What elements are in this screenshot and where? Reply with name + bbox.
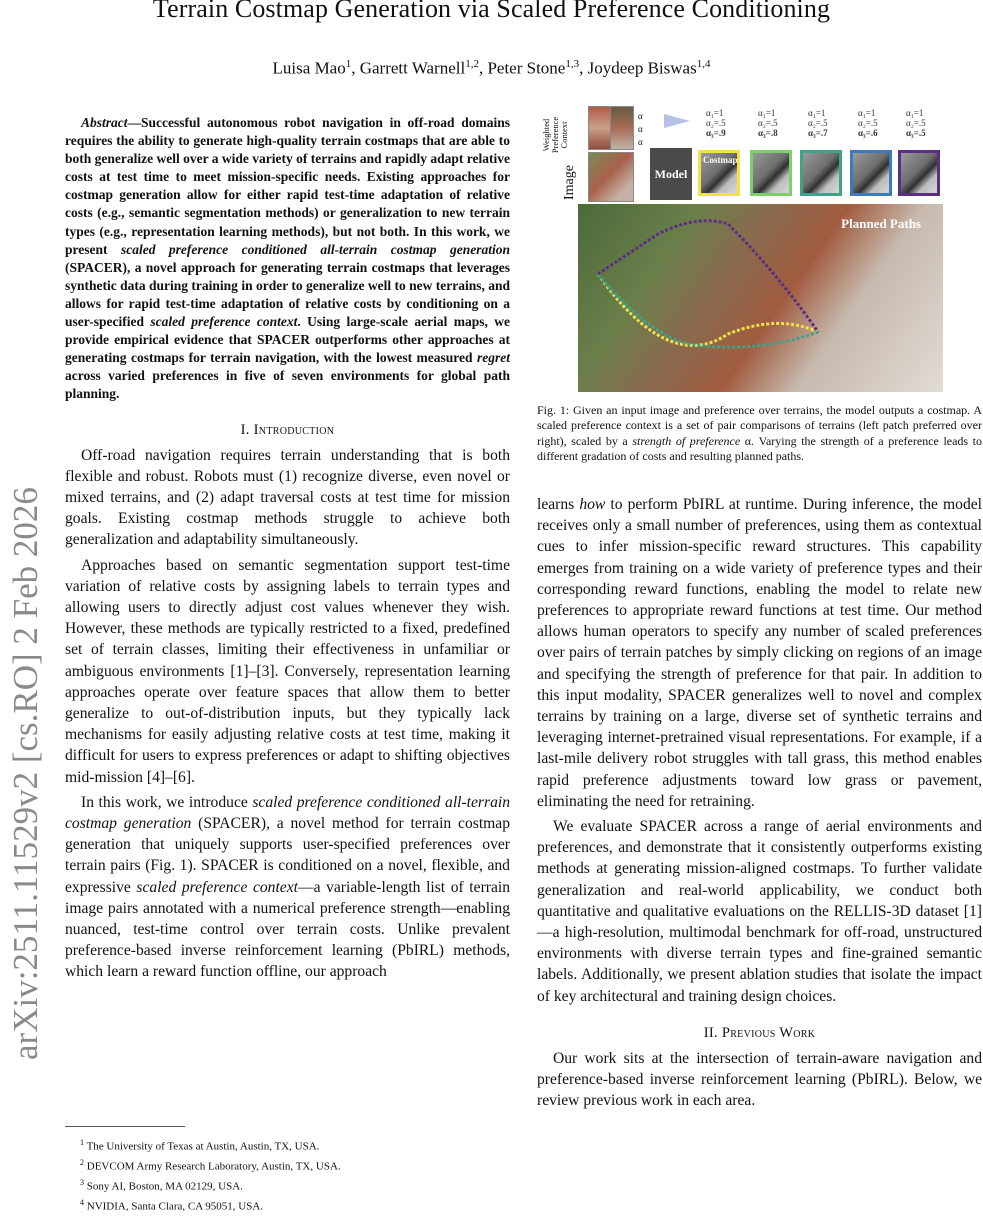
figure-caption [537,403,982,464]
text-run: ), a novel method for terrain costmap generation that uniquely supports user-specified preferences over terrain pairs (Fig. 1). [65,814,510,875]
costmap-output [800,150,842,196]
text-run: across a range of aerial environments and preferences, and demonstrate that it consistently outperforms existing methods at generating mission-aligned costmaps. To further validate generalization and real-world applicability, we conduct both quantitative and qualitative evaluations on the RELLIS-3D dataset [1]—a high-resolution, multimodal benchmark for off-road, unstructured environments with diverse terrain types and fine-grained semantic labels. Additionally, we present ablation studies that isolate the impact of key architectural and training design choices. [537,818,982,1005]
terrain-patch-right [610,106,634,150]
paragraph [65,792,510,983]
alpha-value: α₂=.5 [706,118,726,128]
alpha-value: α₃=.9 [706,128,726,138]
emphasis: how [579,496,606,513]
right-column [537,494,982,1115]
section-title: Introduction [253,421,335,438]
planned-paths-label: Planned Paths [841,216,921,231]
author-affiliation: 1,4 [696,58,711,70]
alpha-set [906,108,926,138]
text-run: —a variable-length list of terrain image pairs annotated with a numerical preference strength—enabling nuanced, test-time control over terrain costs. Unlike prevalent preference-based inverse reinforcement learning (PbIRL) methods, which learn a reward function offline, our approach [65,878,511,981]
footnote-number: 2 [80,1158,84,1168]
context-label: Weighted Preference Context [541,116,569,154]
flow-arrow-icon [664,114,690,128]
costmap-output [750,150,792,196]
emphasis: scaled preference context [136,878,298,896]
alpha-set [758,108,778,138]
section-title: Previous Work [721,1024,816,1041]
planned-paths-overlay [578,204,943,392]
figure-pipeline [541,104,943,204]
left-column [65,114,510,987]
abstract-text: ( [65,259,70,275]
abstract: Abstract—Successful autonomous robot navigation in off-road domains requires the ability to generate high-quality terrain costmaps that are able to both generalize well over a wide variety of terrains and rapidly adapt relative costs at test time to meet mission-specific needs. Existing approaches for costmap generation allow for either rapid test-time adaptation of relative costs (e.g., semantic segmentation methods) or generalization to new terrain types (e.g., representation learning methods), but not both. In this work, we present scaled preference conditioned all-terrain costmap generation (SPACER), a novel approach for generating terrain costmaps that leverages synthetic data during training in order to generalize well to new terrains, and allows for rapid test-time adaptation of relative costs by conditioning on a user-specified scaled preference context. Using large-scale aerial maps, we provide empirical evidence that SPACER outperforms other approaches at generating costmaps for terrain navigation, with the lowest measured regret across varied preferences in five of seven environments for global path planning. [65,115,511,402]
author-name: Joydeep Biswas [587,58,697,78]
author-affiliation: 1,3 [565,58,580,70]
alpha-value: α₁=1 [906,108,924,118]
abstract-emphasis: scaled preference conditioned all-terrain costmap generation [120,241,510,257]
caption-emphasis: strength of preference [632,433,741,448]
abstract-text: outperforms other approaches at generating costmaps for terrain navigation, with the lowest measured [65,332,510,366]
author-affiliation: 1,2 [465,58,479,70]
footnote-number: 1 [80,1138,84,1147]
alpha-symbol: α [638,111,643,121]
footnote-text: Sony AI, Boston, MA 02129, USA. [86,1180,243,1193]
path-yellow [598,274,818,345]
footnote-rule [65,1126,185,1127]
alpha-value: α₃=.7 [808,128,828,138]
text-run: is conditioned on a novel, flexible, and expressive [65,857,510,896]
abstract-text: across varied preferences in five of seven environments for global path planning. [65,368,510,402]
alpha-set [808,108,828,138]
alpha-value: α₂=.5 [808,118,828,128]
costmap-output [698,150,740,196]
footnote-text: NVIDIA, Santa Clara, CA 95051, USA. [86,1201,264,1214]
path-green [598,274,818,347]
method-name: SPACER [639,818,697,836]
alpha-value: α₁=1 [758,108,776,118]
author-name: Peter Stone [487,58,566,78]
alpha-set [706,108,726,138]
paragraph: Off-road navigation requires terrain understanding that is both flexible and robust. Robots must (1) recognize diverse, even novel or mixed terrains, and (2) adapt traversal costs at test time for mission goals. Existing costmap methods struggle to achieve both generalization and adaptability simultaneously. [65,446,510,549]
method-name: SPACER [201,857,259,875]
paragraph [537,816,982,1007]
alpha-value: α₁=1 [858,108,876,118]
alpha-value: α₁=1 [808,108,826,118]
alpha-symbol: α [638,124,643,134]
costmap-label: Costmap [703,155,738,165]
aerial-map-image [578,204,943,392]
paper-title: Terrain Costmap Generation via Scaled Preference Conditioning [152,0,831,23]
paragraph: Our work sits at the intersection of terrain-aware navigation and preference-based inverse reinforcement learning (PbIRL). Below, we review previous work in each area. [537,1049,982,1110]
costmap-output [898,150,940,196]
footnote [80,1135,341,1155]
method-name: SPACER [256,332,310,348]
paragraph: Approaches based on semantic segmentation support test-time variation of relative costs by assigning labels to terrain types and allowing users to directly adjust cost values whenever they wish. However, these methods are typically restricted to a fixed, predefined set of terrain classes, limiting their effectiveness in unfamiliar or ambiguous environments [1]–[3]. Conversely, representation learning approaches operate over feature spaces that allow them to better generalize to out-of-distribution inputs, but they typically lack mechanisms for easily adjusting relative costs at test time, making it difficult for users to express preferences or adapt to shifting objectives mid-mission [4]–[6]. [65,556,510,786]
footnote-number: 4 [80,1198,84,1208]
alpha-value: α₃=.8 [758,128,778,138]
section-number: II. [703,1024,718,1041]
abstract-label: Abstract [81,115,128,130]
alpha-value: α₂=.5 [858,118,878,128]
footnote-number: 3 [80,1178,84,1188]
footnote [80,1175,341,1195]
alpha-value: α₃=.5 [906,128,926,138]
context-alphas [638,110,643,149]
section-number: I. [240,421,250,438]
section-heading-previous-work [537,1025,982,1042]
caption-text: Given an input image and preference over terrains, the model outputs a costmap. A scaled preference context is a set of pair comparisons of terrains (left patch preferred over right), scaled by a [537,403,983,448]
abstract-text: Successful autonomous robot navigation in off-road domains requires the ability to generate high-quality terrain costmaps that are able to both generalize well over a wide variety of terrains and rapidly adapt relative costs at test time to meet mission-specific needs. Existing approaches for costmap generation allow for either rapid test-time adaptation of relative costs (e.g., semantic segmentation methods) or generalization to new terrain types (e.g., representation learning methods), but not both. In this work, we present [65,115,510,257]
footnote [80,1195,341,1215]
footnote [80,1155,341,1175]
caption-label: Fig. 1: [537,403,570,417]
alpha-set [858,108,878,138]
alpha-value: α₃=.6 [858,128,878,138]
footnotes [80,1135,341,1216]
costmap-output [850,150,892,196]
author-name: Garrett Warnell [359,58,466,78]
arxiv-identifier: arXiv:2511.11529v2 [cs.RO] 2 Feb 2026 [6,487,45,1060]
footnote-text: The University of Texas at Austin, Austin, TX, USA. [86,1140,320,1153]
text-run: In this work, we introduce [81,793,253,811]
method-name: SPACER [203,814,261,832]
footnote-text: DEVCOM Army Research Laboratory, Austin, TX, USA. [86,1160,341,1173]
method-name: SPACER [69,259,123,275]
text-run: We evaluate [553,818,640,836]
text-run: to perform PbIRL at runtime. During inference, the model receives only a small number of preferences, using them as contextual cues to infer mission-specific reward structures. This capability emerges from training on a wide variety of preference types and their corresponding reward functions, enabling the model to relate new preferences to appropriate reward functions at test time. Our method allows human operators to specify any number of scaled preferences over pairs of terrain patches by simply clicking on regions of an image and specifying the strength of preference for that pair. In addition to this input modality, [537,496,983,704]
author-list: Luisa Mao$^1$, Garrett Warnell$^{1,2}$, Peter Stone$^{1,3}$, Joydeep Biswas$^{1,4}$ [272,58,711,78]
text-run: ( [191,814,204,832]
input-image-thumbnail [588,152,634,202]
emphasis: scaled preference conditioned all-terrain costmap generation [65,793,510,832]
section-heading-introduction [65,422,510,439]
text-run: generalizes well to novel and complex terrains by training on a large, diverse set of synthetic terrains and leveraging internet-pretrained visual representations. For example, if a last-mile delivery robot struggles with tall grass, this method enables rapid preference adjustments toward low grass or pavement, eliminating the need for retraining. [537,686,982,810]
paragraph [537,494,982,812]
text-run: learns [537,496,580,513]
image-label: Image [562,165,577,200]
method-name: SPACER [668,686,726,704]
author-name: Luisa Mao [272,58,346,78]
alpha-symbol: α [638,137,643,147]
author-affiliation: 1 [345,58,352,70]
alpha-value: α₂=.5 [906,118,926,128]
abstract-text: . Using large-scale aerial maps, we provide empirical evidence that [65,314,511,348]
abstract-emphasis: scaled preference context [150,314,298,330]
terrain-patch-left [588,106,612,150]
abstract-emphasis: regret [477,350,510,366]
caption-text: α. Varying the strength of a preference leads to different gradation of costs and resulting planned paths. [537,433,983,463]
alpha-value: α₂=.5 [758,118,778,128]
alpha-value: α₁=1 [706,108,724,118]
figure-1 [541,104,943,392]
model-block: Model [650,148,692,200]
abstract-text: ), a novel approach for generating terrain costmaps that leverages synthetic data during training in order to generalize well to new terrains, and allows for rapid test-time adaptation of relative costs by conditioning on a user-specified [65,259,510,330]
